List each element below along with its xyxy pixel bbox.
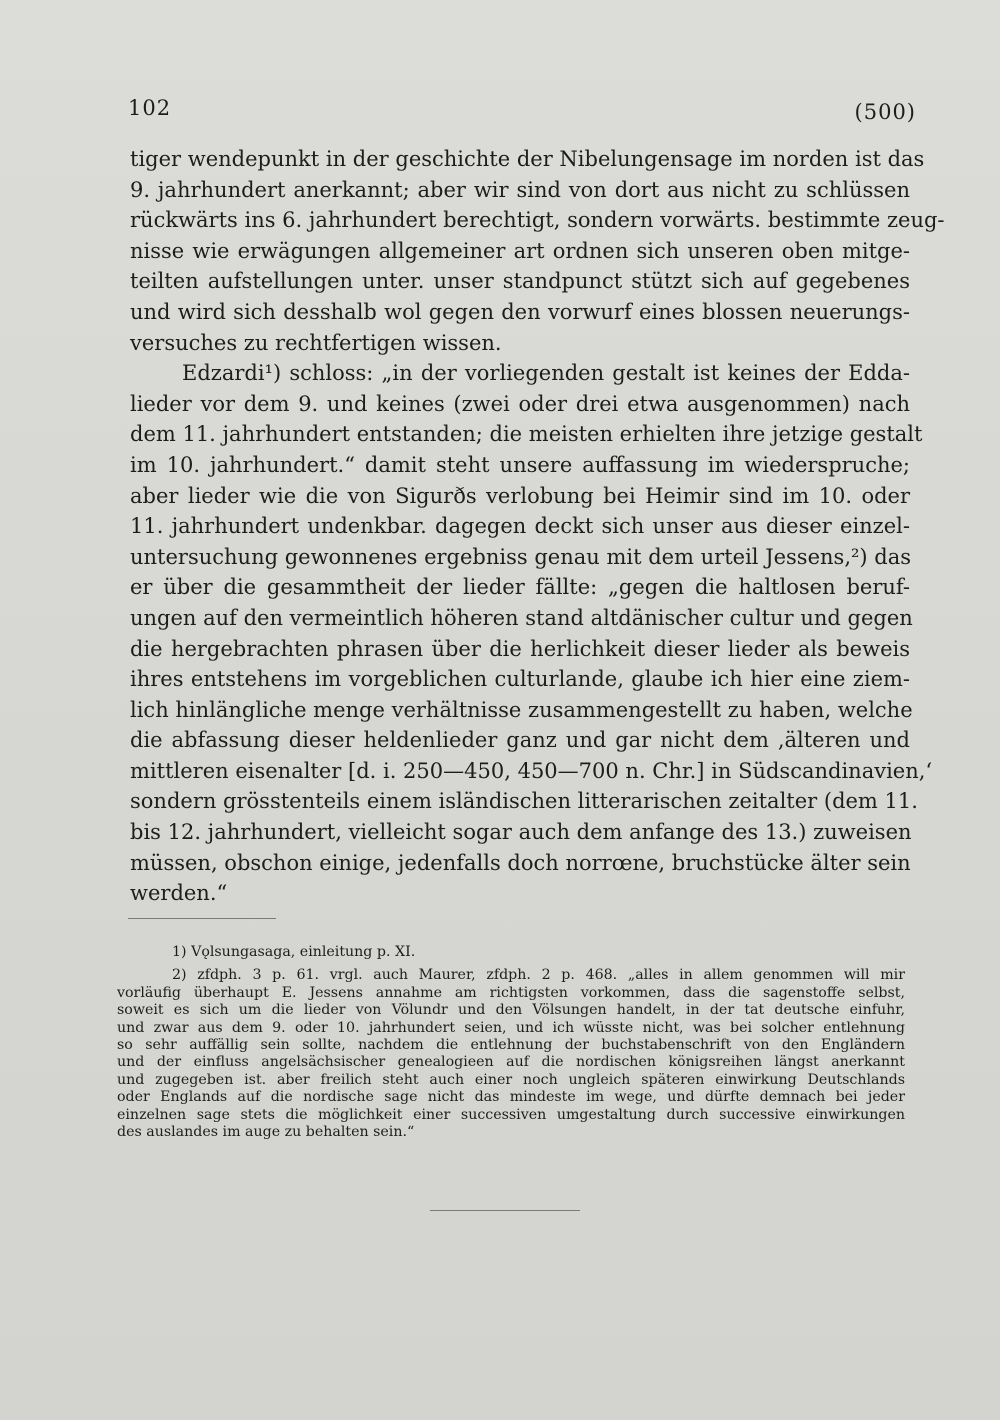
main-text xyxy=(130,144,945,909)
footnote-divider xyxy=(128,918,276,919)
footnote-line: so sehr auffällig sein sollte, nachdem die entlehnung der buchstabenschrift von den Engländern xyxy=(117,1037,905,1054)
text-line: lich hinlängliche menge verhältnisse zusammengestellt zu haben, welche xyxy=(130,697,913,722)
footnote-line: oder Englands auf die nordische sage nicht das mindeste im wege, und dürfte demnach bei jeder xyxy=(117,1089,905,1106)
footnotes xyxy=(117,944,905,1141)
page-number: 102 xyxy=(128,96,172,120)
text-line: müssen, obschon einige, jedenfalls doch norrœne, bruchstücke älter sein xyxy=(130,850,911,875)
text-line: versuches zu rechtfertigen wissen. xyxy=(130,330,502,355)
text-line: teilten aufstellungen unter. unser standpunct stützt sich auf gegebenes xyxy=(130,269,910,294)
text-line: 11. jahrhundert undenkbar. dagegen deckt sich unser aus dieser einzel- xyxy=(130,514,910,539)
text-line: nisse wie erwägungen allgemeiner art ordnen sich unseren oben mitge- xyxy=(130,238,910,263)
text-line: die abfassung dieser heldenlieder ganz und gar nicht dem ‚älteren und xyxy=(130,728,910,753)
footnote-line: 2) zfdph. 3 p. 61. vrgl. auch Maurer, zfdph. 2 p. 468. „alles in allem genommen will mir xyxy=(172,967,905,984)
text-line: mittleren eisenalter [d. i. 250—450, 450—700 n. Chr.] in Südscandinavien,‘ xyxy=(130,758,933,783)
text-line: bis 12. jahrhundert, vielleicht sogar auch dem anfange des 13.) zuweisen xyxy=(130,820,912,845)
footnote-line: und zugegeben ist. aber freilich steht auch einer noch ungleich späteren einwirkung Deutschlands xyxy=(117,1071,905,1088)
footnote-line: einzelnen sage stets die möglichkeit einer successiven umgestaltung durch successive einwirkungen xyxy=(117,1106,905,1123)
text-line: ungen auf den vermeintlich höheren stand altdänischer cultur und gegen xyxy=(130,605,913,630)
footnote-line: soweit es sich um die lieder von Völundr und den Völsungen handelt, in der tat deutsche einfuhr, xyxy=(117,1002,905,1019)
text-line: tiger wendepunkt in der geschichte der Nibelungensage im norden ist das xyxy=(130,147,925,171)
text-line: aber lieder wie die von Sigurðs verlobung bei Heimir sind im 10. oder xyxy=(130,483,910,508)
text-line: und wird sich desshalb wol gegen den vorwurf eines blossen neuerungs- xyxy=(130,299,910,324)
text-line: 9. jahrhundert anerkannt; aber wir sind von dort aus nicht zu schlüssen xyxy=(130,177,910,202)
page-number-bracketed: (500) xyxy=(854,100,916,124)
text-line: dem 11. jahrhundert entstanden; die meisten erhielten ihre jetzige gestalt xyxy=(130,422,923,447)
end-divider xyxy=(430,1210,580,1211)
text-line: sondern grösstenteils einem isländischen litterarischen zeitalter (dem 11. xyxy=(130,789,918,814)
text-line: rückwärts ins 6. jahrhundert berechtigt, sondern vorwärts. bestimmte zeug- xyxy=(130,208,945,233)
text-line: die hergebrachten phrasen über die herlichkeit dieser lieder als beweis xyxy=(130,636,910,661)
text-line: untersuchung gewonnenes ergebniss genau mit dem urteil Jessens,²) das xyxy=(130,544,912,569)
text-line: werden.“ xyxy=(130,881,228,906)
text-line: lieder vor dem 9. und keines (zwei oder drei etwa ausgenommen) nach xyxy=(130,391,910,416)
text-line: er über die gesammtheit der lieder fällte: „gegen die haltlosen beruf- xyxy=(130,575,910,600)
page-header xyxy=(128,96,916,126)
text-line: ihres entstehens im vorgeblichen culturlande, glaube ich hier eine ziem- xyxy=(130,667,910,692)
footnote-line: und zwar aus dem 9. oder 10. jahrhundert seien, und ich wüsste nicht, was bei solcher entlehnung xyxy=(117,1019,905,1036)
text-line: Edzardi¹) schloss: „in der vorliegenden gestalt ist keines der Edda- xyxy=(182,361,910,386)
footnote-line: vorläufig überhaupt E. Jessens annahme am richtigsten vorkommen, dass die sagenstoffe selbst, xyxy=(117,984,905,1001)
footnote-line: und der einfluss angelsächsischer genealogieen auf die nordischen königsreihen längst anerkannt xyxy=(117,1054,905,1071)
footnote-line: des auslandes im auge zu behalten sein.“ xyxy=(117,1124,415,1141)
text-line: im 10. jahrhundert.“ damit steht unsere auffassung im wiederspruche; xyxy=(130,452,910,477)
footnote-line: 1) Vǫlsungasaga, einleitung p. XI. xyxy=(172,944,416,960)
